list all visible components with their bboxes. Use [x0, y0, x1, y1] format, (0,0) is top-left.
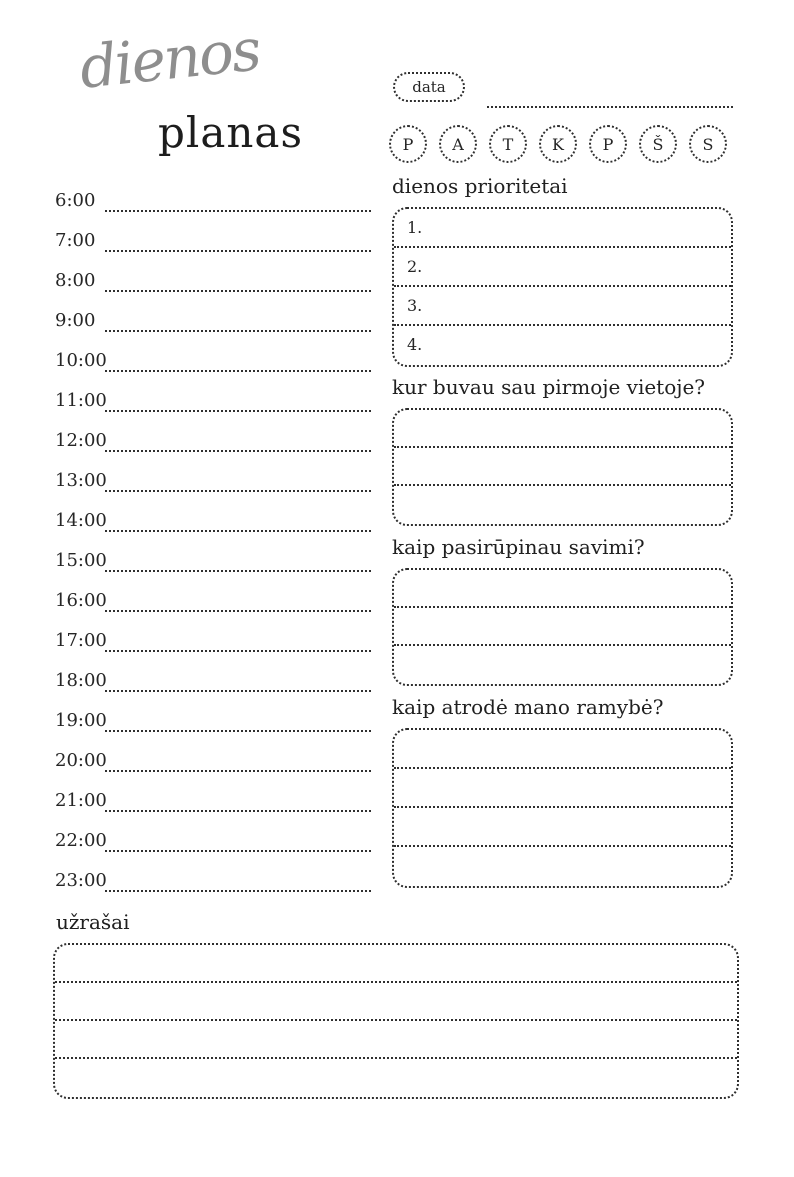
calm-write-row[interactable]	[394, 730, 731, 769]
date-write-line[interactable]	[487, 90, 733, 108]
section-self-care	[392, 535, 733, 686]
schedule-time-label: 12:00	[55, 430, 107, 451]
calm-write-row[interactable]	[394, 769, 731, 808]
schedule-write-line[interactable]	[105, 730, 371, 732]
schedule-time-label: 20:00	[55, 750, 107, 771]
schedule-time-label: 13:00	[55, 470, 107, 491]
schedule-write-line[interactable]	[105, 370, 371, 372]
schedule-write-line[interactable]	[105, 610, 371, 612]
schedule-write-line[interactable]	[105, 490, 371, 492]
schedule-write-line[interactable]	[105, 290, 371, 292]
schedule-time-label: 9:00	[55, 310, 96, 331]
schedule-write-line[interactable]	[105, 330, 371, 332]
day-circle-thursday[interactable]: K	[539, 125, 577, 163]
schedule-time-label: 7:00	[55, 230, 96, 251]
priority-write-row-1[interactable]: 1.	[394, 209, 731, 248]
schedule-write-line[interactable]	[105, 450, 371, 452]
first-place-write-row[interactable]	[394, 486, 731, 524]
priority-write-row-3[interactable]: 3.	[394, 287, 731, 326]
first-place-write-row[interactable]	[394, 410, 731, 448]
notes-box	[53, 943, 739, 1099]
schedule-row	[55, 270, 371, 310]
schedule-write-line[interactable]	[105, 650, 371, 652]
schedule-write-line[interactable]	[105, 690, 371, 692]
page-title: planas	[158, 108, 304, 157]
date-label: data	[412, 78, 446, 96]
notes-write-row[interactable]	[55, 1059, 737, 1097]
section-notes	[53, 910, 739, 1099]
schedule-write-line[interactable]	[105, 570, 371, 572]
schedule-row	[55, 750, 371, 790]
schedule-row	[55, 870, 371, 910]
schedule-row	[55, 390, 371, 430]
schedule-row	[55, 670, 371, 710]
section-first-place	[392, 375, 733, 526]
schedule-time-label: 19:00	[55, 710, 107, 731]
day-circle-sunday[interactable]: S	[689, 125, 727, 163]
calm-write-row[interactable]	[394, 808, 731, 847]
schedule-time-label: 10:00	[55, 350, 107, 371]
schedule-row	[55, 470, 371, 510]
schedule-time-label: 18:00	[55, 670, 107, 691]
notes-write-row[interactable]	[55, 1021, 737, 1059]
schedule-row	[55, 430, 371, 470]
schedule-write-line[interactable]	[105, 210, 371, 212]
day-circle-wednesday[interactable]: T	[489, 125, 527, 163]
section-priorities	[392, 174, 733, 367]
schedule-write-line[interactable]	[105, 530, 371, 532]
schedule-write-line[interactable]	[105, 250, 371, 252]
day-circle-friday[interactable]: P	[589, 125, 627, 163]
weekday-selector	[389, 125, 727, 163]
schedule-write-line[interactable]	[105, 810, 371, 812]
schedule-time-label: 17:00	[55, 630, 107, 651]
first-place-box	[392, 408, 733, 526]
schedule-row	[55, 590, 371, 630]
page-title-script: dienos	[76, 15, 263, 102]
schedule-time-label: 21:00	[55, 790, 107, 811]
section-calm	[392, 695, 733, 888]
self-care-box	[392, 568, 733, 686]
section-priorities-title: dienos prioritetai	[392, 174, 568, 198]
section-calm-title: kaip atrodė mano ramybė?	[392, 695, 664, 719]
date-label-pill	[393, 72, 465, 102]
notes-title: užrašai	[56, 910, 130, 934]
schedule-write-line[interactable]	[105, 410, 371, 412]
notes-write-row[interactable]	[55, 983, 737, 1021]
self-care-write-row[interactable]	[394, 646, 731, 684]
schedule-row	[55, 310, 371, 350]
schedule-time-label: 22:00	[55, 830, 107, 851]
calm-box	[392, 728, 733, 888]
schedule-row	[55, 710, 371, 750]
section-first-place-title: kur buvau sau pirmoje vietoje?	[392, 375, 706, 399]
day-circle-saturday[interactable]: Š	[639, 125, 677, 163]
first-place-write-row[interactable]	[394, 448, 731, 486]
schedule-row	[55, 190, 371, 230]
notes-write-row[interactable]	[55, 945, 737, 983]
schedule-write-line[interactable]	[105, 770, 371, 772]
priority-write-row-2[interactable]: 2.	[394, 248, 731, 287]
schedule-row	[55, 230, 371, 270]
priority-write-row-4[interactable]: 4.	[407, 335, 423, 354]
calm-write-row[interactable]	[394, 847, 731, 886]
day-circle-tuesday[interactable]: A	[439, 125, 477, 163]
schedule-row	[55, 790, 371, 830]
schedule-write-line[interactable]	[105, 890, 371, 892]
priorities-box	[392, 207, 733, 367]
schedule-time-label: 16:00	[55, 590, 107, 611]
schedule-time-label: 15:00	[55, 550, 107, 571]
hourly-schedule	[55, 190, 371, 910]
self-care-write-row[interactable]	[394, 570, 731, 608]
section-self-care-title: kaip pasirūpinau savimi?	[392, 535, 645, 559]
schedule-row	[55, 550, 371, 590]
schedule-row	[55, 830, 371, 870]
schedule-row	[55, 510, 371, 550]
day-circle-monday[interactable]: P	[389, 125, 427, 163]
schedule-time-label: 8:00	[55, 270, 96, 291]
schedule-row	[55, 630, 371, 670]
schedule-time-label: 23:00	[55, 870, 107, 891]
schedule-row	[55, 350, 371, 390]
self-care-write-row[interactable]	[394, 608, 731, 646]
schedule-write-line[interactable]	[105, 850, 371, 852]
schedule-time-label: 6:00	[55, 190, 96, 211]
schedule-time-label: 14:00	[55, 510, 107, 531]
schedule-time-label: 11:00	[55, 390, 107, 411]
